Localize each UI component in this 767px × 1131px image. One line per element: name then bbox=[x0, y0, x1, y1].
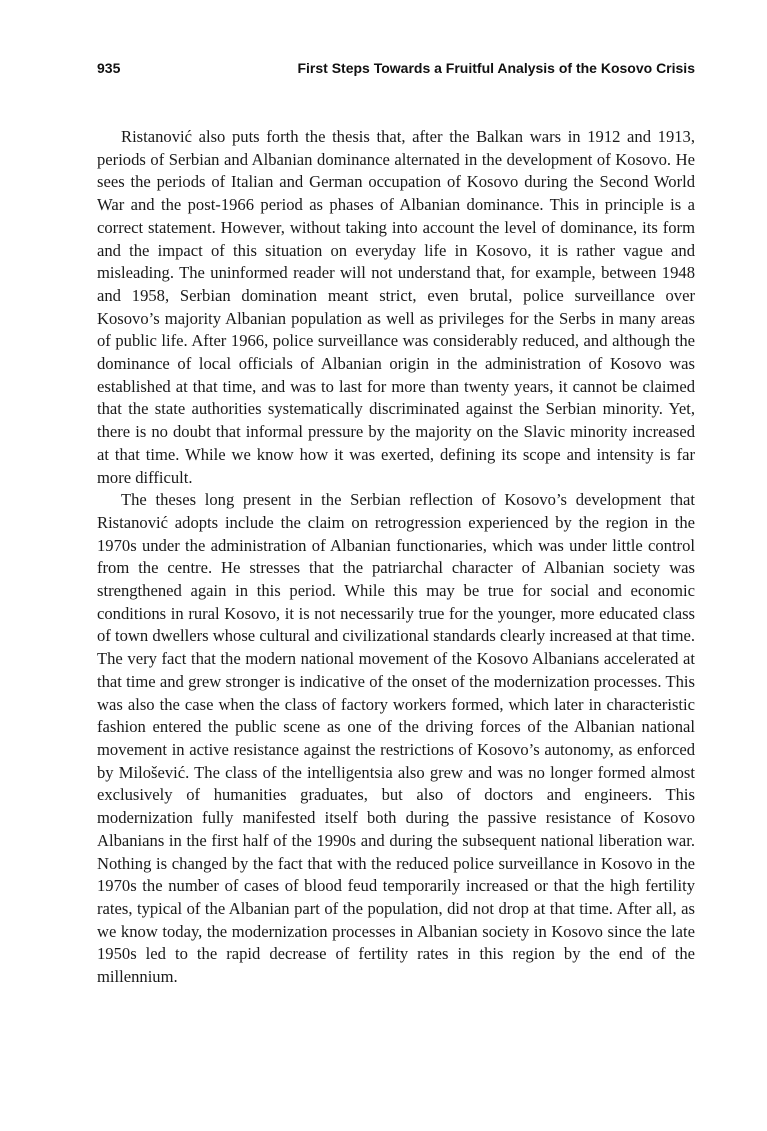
running-title: First Steps Towards a Fruitful Analysis of the Kosovo Crisis bbox=[297, 60, 695, 76]
body-text bbox=[97, 126, 695, 989]
paragraph: The theses long present in the Serbian reflection of Kosovo’s development that Ristanović adopts include the claim on retrogression experienced by the region in the 1970s under the administration of Albanian functionaries, which was under little control from the centre. He stresses that the patriarchal character of Albanian society was strengthened again in this period. While this may be true for social and economic conditions in rural Kosovo, it is not necessarily true for the younger, more educated class of town dwellers whose cultural and civilizational standards clearly increased at that time. The very fact that the modern national movement of the Kosovo Albanians accelerated at that time and grew stronger is indicative of the onset of the modernization processes. This was also the case when the class of factory workers formed, which later in characteristic fashion entered the public scene as one of the driving forces of the Albanian national movement in active resistance against the restrictions of Kosovo’s autonomy, as enforced by Milošević. The class of the intelligentsia also grew and was no longer formed almost exclusively of humanities graduates, but also of doctors and engineers. This modernization fully manifested itself both during the passive resistance of Kosovo Albanians in the first half of the 1990s and during the subsequent national liberation war. Nothing is changed by the fact that with the reduced police surveillance in Kosovo in the 1970s the number of cases of blood feud temporarily increased or that the high fertility rates, typical of the Albanian part of the population, did not drop at that time. After all, as we know today, the modernization processes in Albanian society in Kosovo since the late 1950s led to the rapid decrease of fertility rates in this region by the end of the millennium. bbox=[97, 490, 695, 987]
page-number: 935 bbox=[97, 60, 121, 76]
paragraph: Ristanović also puts forth the thesis that, after the Balkan wars in 1912 and 1913, periods of Serbian and Albanian dominance alternated in the development of Kosovo. He sees the periods of Italian and German occupation of Kosovo during the Second World War and the post-1966 period as phases of Albanian dominance. This in principle is a correct statement. However, without taking into account the level of dominance, its form and the impact of this situation on everyday life in Kosovo, it is rather vague and misleading. The uninformed reader will not understand that, for example, between 1948 and 1958, Serbian domination meant strict, even brutal, police surveillance over Kosovo’s majority Albanian population as well as privileges for the Serbs in many areas of public life. After 1966, police surveillance was considerably reduced, and although the dominance of local officials of Albanian origin in the administration of Kosovo was established at that time, and was to last for more than twenty years, it cannot be claimed that the state authorities systematically discriminated against the Serbian minority. Yet, there is no doubt that informal pressure by the majority on the Slavic minority increased at that time. While we know how it was exerted, defining its scope and intensity is far more difficult. bbox=[97, 127, 695, 487]
running-header bbox=[97, 60, 695, 76]
